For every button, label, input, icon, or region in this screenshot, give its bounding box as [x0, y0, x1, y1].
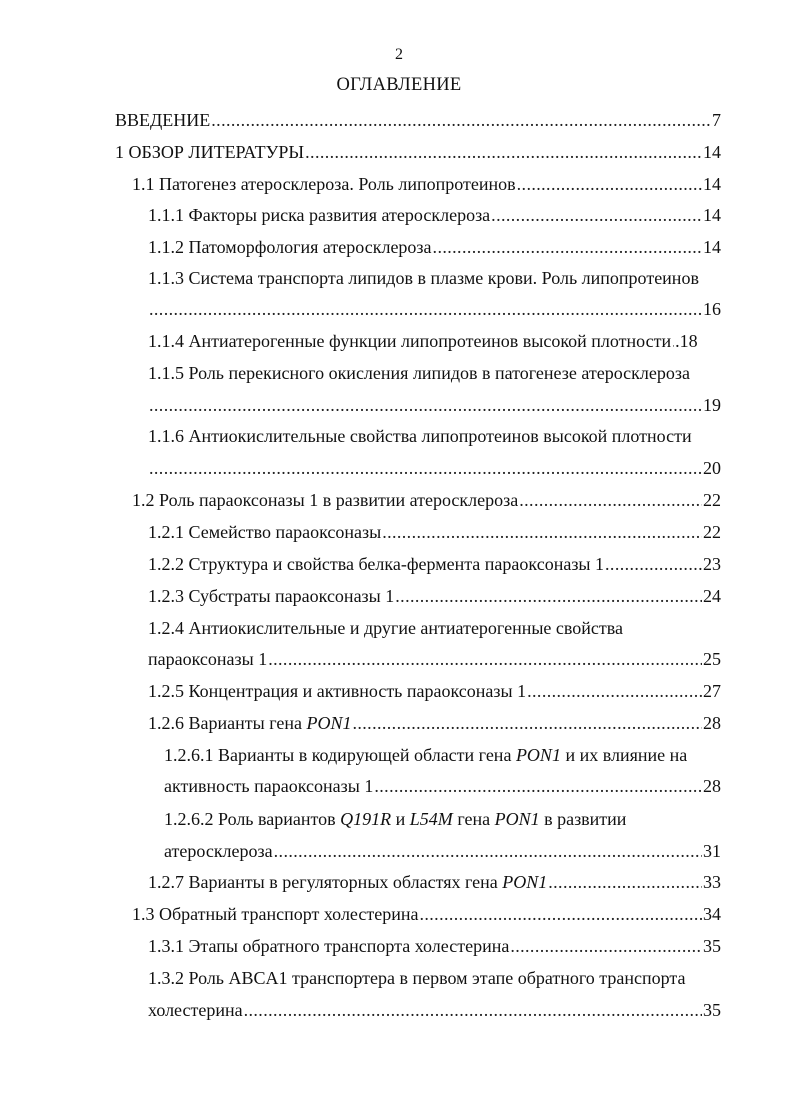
toc-entry-1-1-3-line1[interactable]: 1.1.3 Система транспорта липидов в плазме крови. Роль липопротеинов [148, 268, 699, 288]
toc-entry-text: параоксоназы 1 [148, 649, 268, 669]
toc-entry-text: ВВЕДЕНИЕ [115, 110, 211, 130]
toc-entry-text-prefix: 1.2.6.2 Роль вариантов [164, 809, 341, 829]
conjunction: и [391, 809, 410, 829]
toc-entry-text: 1.1.1 Факторы риска развития атеросклероза [148, 205, 491, 225]
toc-page-number: 33 [703, 872, 721, 892]
toc-entry-text: холестерина [148, 1000, 243, 1020]
toc-entry-1-1-5-line2[interactable] [148, 391, 721, 419]
toc-entry-1-1-2[interactable] [148, 233, 721, 261]
toc-entry-1-2-1[interactable] [148, 518, 721, 546]
leader-dots [149, 454, 702, 482]
toc-page-number: 14 [703, 142, 721, 162]
toc-entry-text [148, 709, 351, 737]
toc-entry-1-2-6[interactable] [148, 709, 721, 737]
leader-dots [374, 772, 702, 800]
leader-dots [268, 645, 702, 673]
gene-name: PON1 [494, 809, 540, 829]
toc-page-number: 14 [703, 174, 721, 194]
toc-entry-text-mid: гена [452, 809, 495, 829]
toc-entry-text: 1.1.2 Патоморфология атеросклероза [148, 237, 432, 257]
toc-entry-text-prefix: 1.2.7 Варианты в регуляторных областях гена [148, 872, 503, 892]
leader-dots [527, 677, 702, 705]
leader-dots [519, 486, 702, 514]
gene-name: PON1 [502, 872, 548, 892]
toc-page-number: 22 [703, 490, 721, 510]
toc-page-number: 22 [703, 522, 721, 542]
toc-page-number: 31 [703, 841, 721, 861]
leader-dots [244, 996, 702, 1024]
toc-entry-text: 1.2.5 Концентрация и активность параоксоназы 1 [148, 681, 527, 701]
toc-entry-1-1-1[interactable] [148, 201, 721, 229]
gene-name: PON1 [515, 745, 561, 765]
toc-entry-text: 1.3.1 Этапы обратного транспорта холестерина [148, 936, 510, 956]
toc-page-number: 28 [703, 776, 721, 796]
toc-entry-1-1-4[interactable] [148, 327, 721, 355]
leader-dots [672, 327, 674, 355]
toc-entry-text: атеросклероза [164, 841, 273, 861]
toc-entry-text-suffix: и их влияние на [560, 745, 688, 765]
toc-entry-1-2-2[interactable] [148, 550, 721, 578]
toc-entry-text: 1.1 Патогенез атеросклероза. Роль липопротеинов [132, 174, 516, 194]
toc-page-number: .18 [675, 331, 698, 351]
leader-dots [605, 550, 702, 578]
toc-entry-1-1-6-line2[interactable] [148, 454, 721, 482]
toc-page-number: 35 [703, 936, 721, 956]
toc-entry-1-2-6-1-line2[interactable] [164, 772, 721, 800]
toc-page-number: 28 [703, 713, 721, 733]
toc-entry-1[interactable] [115, 138, 721, 166]
toc-entry-1-2-5[interactable] [148, 677, 721, 705]
toc-entry-text: 1.3 Обратный транспорт холестерина [132, 904, 419, 924]
leader-dots [491, 201, 702, 229]
page-title: ОГЛАВЛЕНИЕ [336, 75, 462, 95]
toc-entry-text [148, 868, 547, 896]
toc-entry-text: 1.2.1 Семейство параоксоназы [148, 522, 382, 542]
toc-page-number: 20 [703, 458, 721, 478]
toc-page-number: 14 [703, 237, 721, 257]
toc-page-number: 14 [703, 205, 721, 225]
toc-entry-text-suffix: в развитии [539, 809, 627, 829]
leader-dots [548, 868, 702, 896]
toc-entry-1-2-7[interactable] [148, 868, 721, 896]
toc-page-number: 23 [703, 554, 721, 574]
toc-entry-1-3-2-line1[interactable]: 1.3.2 Роль ABCA1 транспортера в первом этапе обратного транспорта [148, 968, 686, 988]
toc-page-number: 27 [703, 681, 721, 701]
toc-entry-text: 1.2.3 Субстраты параоксоназы 1 [148, 586, 395, 606]
toc-page-number: 19 [703, 395, 721, 415]
toc-entry-text-prefix: 1.2.6.1 Варианты в кодирующей области гена [164, 745, 516, 765]
toc-entry-1-2-6-2-line1[interactable] [164, 805, 724, 833]
toc-page-number: 24 [703, 586, 721, 606]
toc-entry-1-2-6-2-line2[interactable] [164, 837, 721, 865]
toc-entry-intro[interactable] [115, 106, 721, 134]
leader-dots [274, 837, 702, 865]
toc-entry-1-1-6-line1[interactable]: 1.1.6 Антиокислительные свойства липопротеинов высокой плотности [148, 426, 692, 446]
toc-entry-1-1[interactable] [132, 170, 721, 198]
variant-name: Q191R [340, 809, 392, 829]
leader-dots [149, 391, 702, 419]
leader-dots [149, 295, 702, 323]
toc-entry-1-1-5-line1[interactable]: 1.1.5 Роль перекисного окисления липидов в патогенезе атеросклероза [148, 363, 690, 383]
toc-entry-text: 1.2 Роль параоксоназы 1 в развитии атеросклероза [132, 490, 519, 510]
leader-dots [305, 138, 702, 166]
toc-page-number: 35 [703, 1000, 721, 1020]
toc-entry-1-2-3[interactable] [148, 582, 721, 610]
toc-entry-1-3-2-line2[interactable] [148, 996, 721, 1024]
leader-dots [352, 709, 702, 737]
leader-dots [419, 900, 702, 928]
toc-page-number: 7 [712, 110, 721, 130]
leader-dots [382, 518, 702, 546]
toc-entry-text: 1 ОБЗОР ЛИТЕРАТУРЫ [115, 142, 305, 162]
toc-entry-1-2-6-1-line1[interactable] [164, 741, 724, 769]
toc-entry-text: 1.1.4 Антиатерогенные функции липопротеинов высокой плотности [148, 331, 672, 351]
toc-entry-text: 1.2.2 Структура и свойства белка-фермента параоксоназы 1 [148, 554, 605, 574]
gene-name: PON1 [306, 713, 352, 733]
leader-dots [433, 233, 702, 261]
toc-entry-1-3[interactable] [132, 900, 721, 928]
leader-dots [510, 932, 702, 960]
toc-entry-1-2-4-line1[interactable]: 1.2.4 Антиокислительные и другие антиатерогенные свойства [148, 618, 624, 638]
toc-entry-text: активность параоксоназы 1 [164, 776, 374, 796]
toc-entry-1-2-4-line2[interactable] [148, 645, 721, 673]
page-number: 2 [395, 46, 403, 63]
toc-page-number: 16 [703, 299, 721, 319]
toc-entry-1-1-3-line2[interactable] [148, 295, 721, 323]
toc-entry-1-3-1[interactable] [148, 932, 721, 960]
toc-entry-1-2[interactable] [132, 486, 721, 514]
toc-entry-text-prefix: 1.2.6 Варианты гена [148, 713, 307, 733]
toc-page-number: 25 [703, 649, 721, 669]
leader-dots [211, 106, 711, 134]
toc-page-number: 34 [703, 904, 721, 924]
leader-dots [395, 582, 702, 610]
leader-dots [517, 170, 702, 198]
variant-name: L54M [409, 809, 453, 829]
